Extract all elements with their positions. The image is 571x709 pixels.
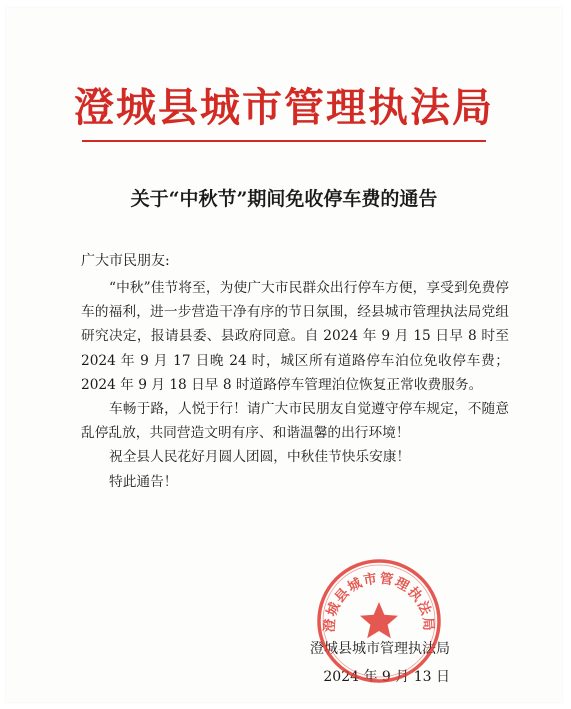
body-paragraph-2: 车畅于路，人悦于行！请广大市民朋友自觉遵守停车规定，不随意乱停乱放，共同营造文明有序、和谐温馨的出行环境！: [81, 401, 509, 442]
signature-org: 澄城县城市管理执法局: [310, 641, 450, 657]
body-paragraph-4: 特此通告！: [109, 473, 178, 490]
letterhead-red-rule: [82, 140, 486, 142]
body-paragraph-1: “中秋”佳节将至，为使广大市民群众出行停车方便，享受到免费停车的福利，进一步营造干净有序的节日氛围，经县城市管理执法局党组研究决定，报请县委、县政府同意。自 2024 年 9 月 15 日早 8 时至 2024 年 9 月 17 日晚 24 时，城区所有道路停车泊位免收停车费；2024 年 9 月 18 日早 8 时道路停车管理泊位恢复正常收费服务。: [81, 280, 509, 393]
seal-text: 澄城县城市管理执法局: [321, 570, 437, 633]
letterhead-org-name: 澄城县城市管理执法局: [74, 84, 494, 131]
notice-title: 关于“中秋节”期间免收停车费的通告: [130, 188, 438, 210]
official-seal: [314, 556, 444, 686]
salutation: 广大市民朋友:: [81, 253, 170, 269]
star-icon: [360, 602, 398, 638]
signature-date: 2024 年 9 月 13 日: [323, 669, 450, 685]
document-page: [6, 8, 562, 702]
notice-body: [81, 276, 509, 494]
body-paragraph-3: 祝全县人民花好月圆人团圆，中秋佳节快乐安康！: [109, 449, 411, 466]
